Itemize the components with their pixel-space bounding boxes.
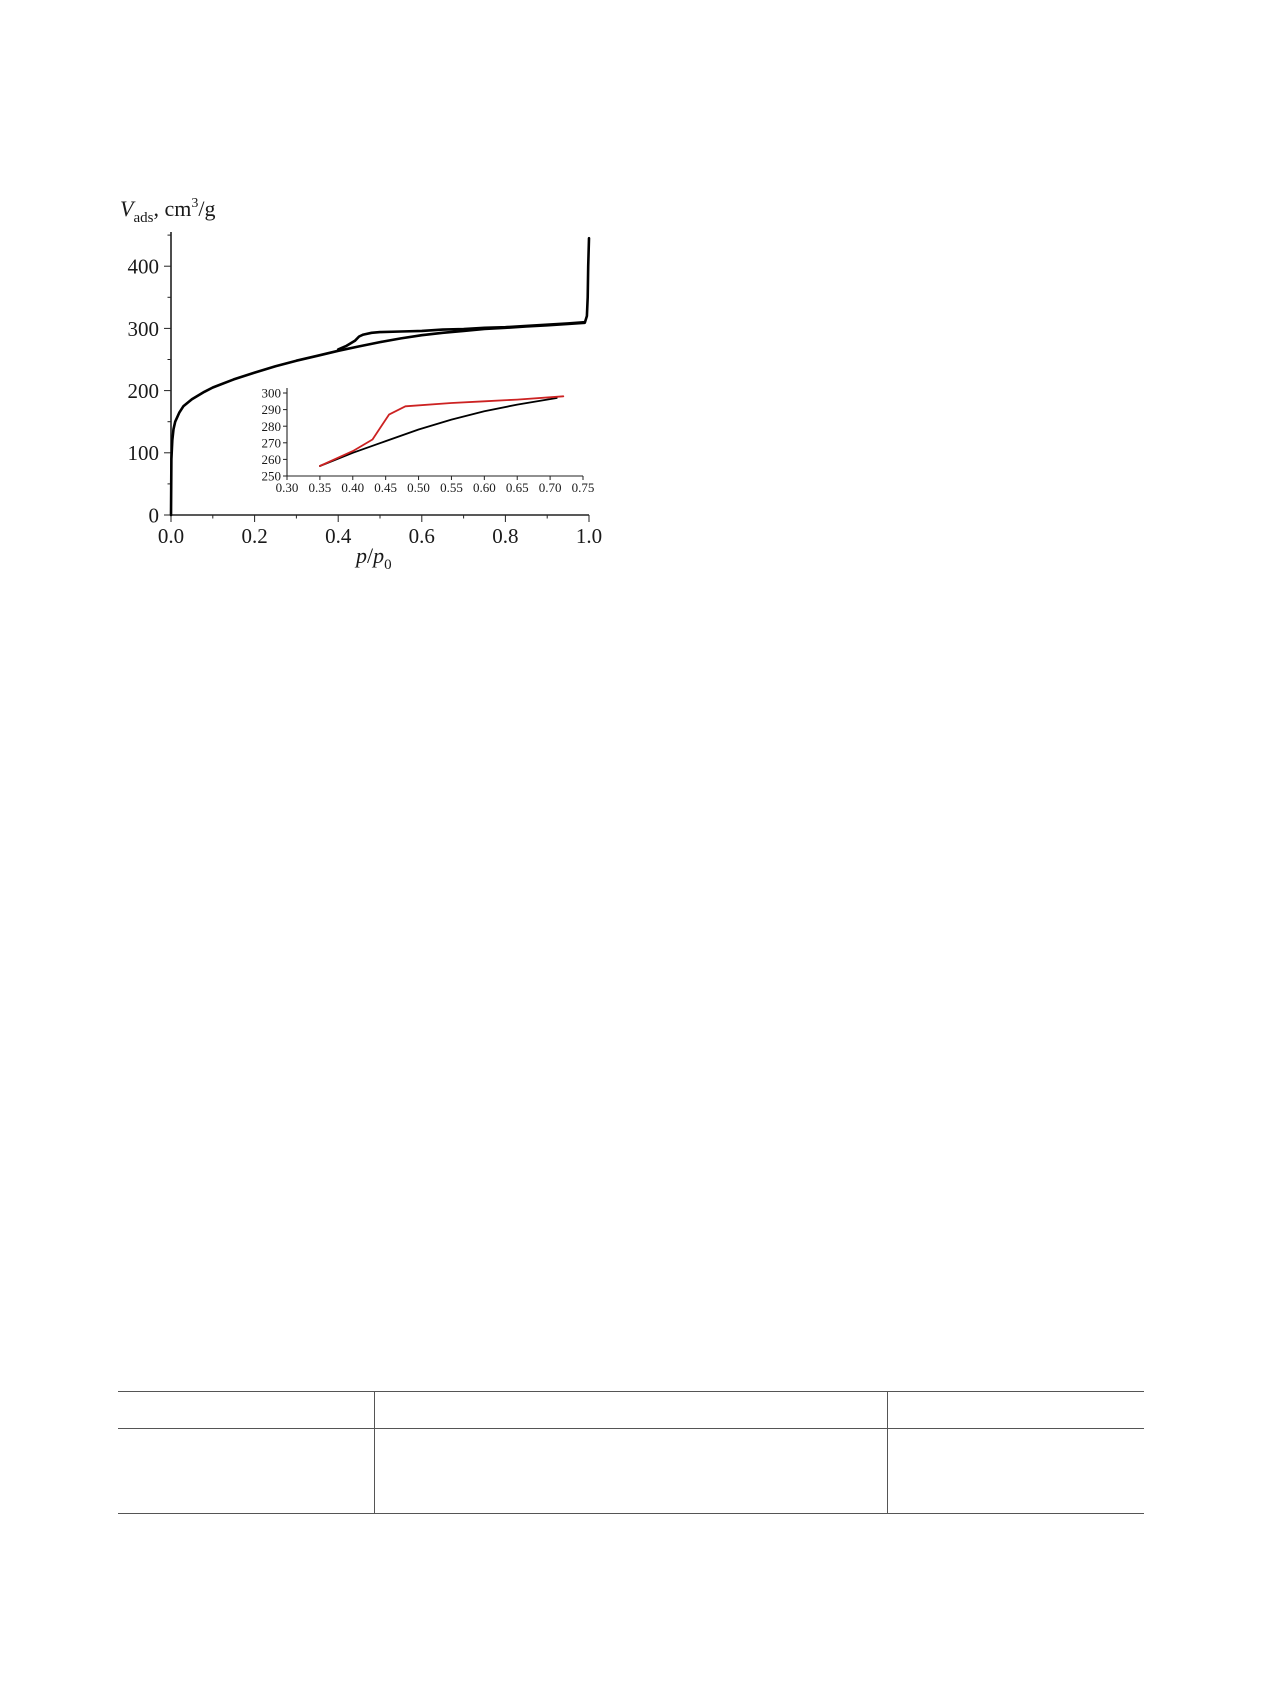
main-series-line <box>171 238 589 515</box>
y-label-unit-end: /g <box>198 196 216 221</box>
table-cell <box>375 1392 888 1429</box>
y-label-unit: , cm <box>153 196 192 221</box>
table-cell <box>888 1392 1145 1429</box>
inset-series-line <box>320 396 563 466</box>
main-x-tick-label: 1.0 <box>575 524 603 548</box>
inset-x-tick-label: 0.55 <box>440 480 463 495</box>
empty-table <box>118 1391 1144 1514</box>
inset-x-tick-label: 0.50 <box>407 480 430 495</box>
inset-y-tick-label: 280 <box>261 418 281 434</box>
main-x-tick-label: 0.2 <box>241 524 268 548</box>
main-y-tick-label: 100 <box>127 441 159 466</box>
inset-x-tick-label: 0.75 <box>571 480 595 495</box>
table-row <box>118 1429 1144 1514</box>
inset-x-tick-label: 0.30 <box>275 480 299 495</box>
inset-y-tick-label: 290 <box>261 402 281 418</box>
inset-x-tick-label: 0.65 <box>505 480 529 495</box>
inset-x-tick-label: 0.45 <box>374 480 398 495</box>
table-cell <box>375 1429 888 1514</box>
inset-y-tick-label: 260 <box>261 451 281 467</box>
inset-plot <box>262 386 595 495</box>
x-label-slash: / <box>367 543 374 568</box>
inset-y-tick-label: 250 <box>261 468 281 484</box>
main-x-tick-label: 0.8 <box>492 524 519 548</box>
main-x-tick-label: 0.6 <box>408 524 435 548</box>
main-x-tick-label: 0.0 <box>157 524 185 548</box>
inset-x-tick-label: 0.70 <box>538 480 562 495</box>
main-y-tick-label: 200 <box>127 378 159 403</box>
inset-x-tick-label: 0.60 <box>472 480 496 495</box>
y-label-sub: ads <box>133 210 154 226</box>
main-plot <box>128 232 603 548</box>
y-label-sup: 3 <box>191 196 199 211</box>
inset-x-tick-label: 0.35 <box>308 480 332 495</box>
inset-x-tick-label: 0.40 <box>341 480 365 495</box>
table-cell <box>888 1429 1145 1514</box>
table-header-row <box>118 1392 1144 1429</box>
main-x-axis-label <box>354 543 392 573</box>
x-label-var: p <box>356 543 367 568</box>
main-y-tick-label: 300 <box>127 316 159 341</box>
table-cell <box>118 1429 375 1514</box>
inset-y-tick-label: 300 <box>261 385 281 401</box>
main-x-tick-label: 0.4 <box>325 524 352 548</box>
y-label-var: V <box>120 196 134 221</box>
x-label-var2: p <box>373 543 385 568</box>
main-y-axis-label <box>120 196 215 226</box>
table-cell <box>118 1392 375 1429</box>
inset-y-tick-label: 270 <box>261 435 281 451</box>
x-label-sub: 0 <box>384 557 392 573</box>
main-y-tick-label: 400 <box>127 254 159 279</box>
main-y-tick-label: 0 <box>148 503 159 528</box>
inset-series-line <box>320 398 557 466</box>
